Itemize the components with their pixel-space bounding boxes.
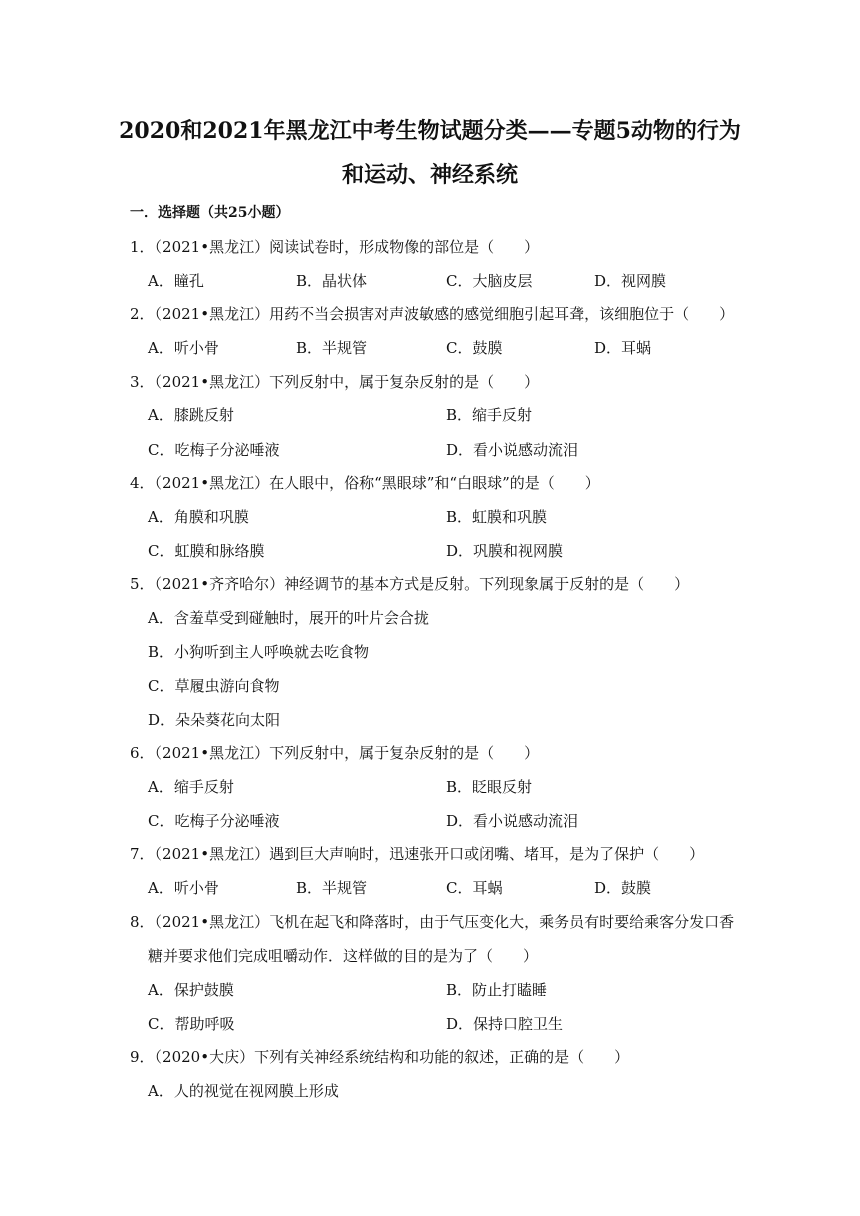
question-8-option-c: C．帮助呼吸: [148, 1015, 235, 1033]
question-5-option-c: C．草履虫游向食物: [148, 677, 280, 695]
question-8-option-a: A．保护鼓膜: [148, 981, 234, 999]
question-8-stem: 8．（2021•黑龙江）飞机在起飞和降落时，由于气压变化大，乘务员有时要给乘客分发口香: [130, 913, 735, 931]
question-7-option-b: B．半规管: [296, 879, 368, 897]
question-4-option-b: B．虹膜和巩膜: [446, 508, 548, 526]
question-7-option-d: D．鼓膜: [594, 879, 652, 897]
section-heading: 一．选择题（共25小题）: [130, 205, 290, 221]
question-6-stem: 6．（2021•黑龙江）下列反射中，属于复杂反射的是（ ）: [130, 744, 540, 762]
question-3-option-a: A．膝跳反射: [148, 406, 234, 424]
question-2-option-d: D．耳蜗: [594, 339, 652, 357]
question-2-option-a: A．听小骨: [148, 339, 219, 357]
question-6-option-a: A．缩手反射: [148, 778, 234, 796]
question-3-option-c: C．吃梅子分泌唾液: [148, 441, 280, 459]
question-2-stem: 2．（2021•黑龙江）用药不当会损害对声波敏感的感觉细胞引起耳聋，该细胞位于（ ）: [130, 305, 735, 323]
question-1-option-b: B．晶状体: [296, 272, 368, 290]
question-5-option-d: D．朵朵葵花向太阳: [148, 711, 281, 729]
question-7-stem: 7．（2021•黑龙江）遇到巨大声响时，迅速张开口或闭嘴、堵耳，是为了保护（ ）: [130, 845, 705, 863]
question-8-option-d: D．保持口腔卫生: [446, 1015, 564, 1033]
question-9-option-a: A．人的视觉在视网膜上形成: [148, 1082, 339, 1100]
question-8-option-b: B．防止打瞌睡: [446, 981, 548, 999]
question-6-option-d: D．看小说感动流泪: [446, 812, 579, 830]
question-2-option-c: C．鼓膜: [446, 339, 503, 357]
question-5-stem: 5．（2021•齐齐哈尔）神经调节的基本方式是反射。下列现象属于反射的是（ ）: [130, 575, 690, 593]
question-1-option-d: D．视网膜: [594, 272, 667, 290]
question-4-option-d: D．巩膜和视网膜: [446, 542, 564, 560]
question-3-stem: 3．（2021•黑龙江）下列反射中，属于复杂反射的是（ ）: [130, 373, 540, 391]
question-4-stem: 4．（2021•黑龙江）在人眼中，俗称“黑眼球”和“白眼球”的是（ ）: [130, 474, 600, 492]
question-5-option-b: B．小狗听到主人呼唤就去吃食物: [148, 643, 370, 661]
question-8-stem-continued: 糖并要求他们完成咀嚼动作．这样做的目的是为了（ ）: [148, 947, 539, 965]
question-4-option-c: C．虹膜和脉络膜: [148, 542, 265, 560]
question-3-option-d: D．看小说感动流泪: [446, 441, 579, 459]
question-1-option-c: C．大脑皮层: [446, 272, 533, 290]
question-5-option-a: A．含羞草受到碰触时，展开的叶片会合拢: [148, 609, 429, 627]
question-7-option-a: A．听小骨: [148, 879, 219, 897]
question-2-option-b: B．半规管: [296, 339, 368, 357]
document-title-line2: 和运动、神经系统: [341, 162, 518, 188]
question-4-option-a: A．角膜和巩膜: [148, 508, 249, 526]
document-title-line1: 2020和2021年黑龙江中考生物试题分类——专题5动物的行为: [119, 118, 741, 144]
question-9-stem: 9．（2020•大庆）下列有关神经系统结构和功能的叙述，正确的是（ ）: [130, 1048, 630, 1066]
question-6-option-c: C．吃梅子分泌唾液: [148, 812, 280, 830]
question-1-option-a: A．瞳孔: [148, 272, 204, 290]
question-7-option-c: C．耳蜗: [446, 879, 503, 897]
question-3-option-b: B．缩手反射: [446, 406, 533, 424]
question-1-stem: 1．（2021•黑龙江）阅读试卷时，形成物像的部位是（ ）: [130, 238, 540, 256]
question-6-option-b: B．眨眼反射: [446, 778, 533, 796]
